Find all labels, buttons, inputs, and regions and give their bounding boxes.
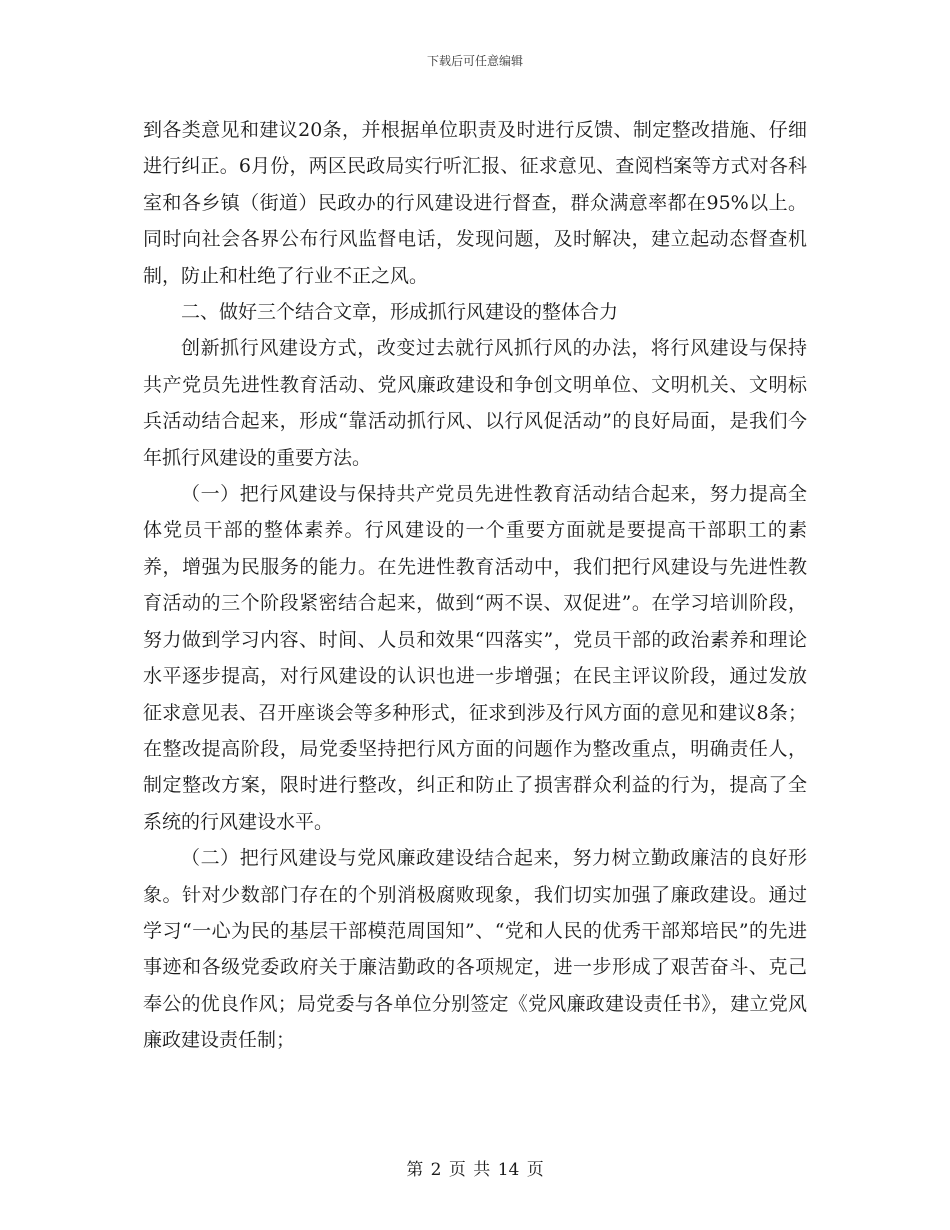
- paragraph-4: （一）把行风建设与保持共产党员先进性教育活动结合起来，努力提高全体党员干部的整体素养。行风建设的一个重要方面就是要提高干部职工的素养，增强为民服务的能力。在先进性教育活动中，我们把行风建设与先进性教育活动的三个阶段紧密结合起来，做到“两不误、双促进”。在学习培训阶段，努力做到学习内容、时间、人员和效果“四落实”，党员干部的政治素养和理论水平逐步提高，对行风建设的认识也进一步增强；在民主评议阶段，通过发放征求意见表、召开座谈会等多种形式，征求到涉及行风方面的意见和建议8条；在整改提高阶段，局党委坚持把行风方面的问题作为整改重点，明确责任人，制定整改方案，限时进行整改，纠正和防止了损害群众利益的行为，提高了全系统的行风建设水平。: [143, 483, 807, 833]
- paragraph-5: （二）把行风建设与党风廉政建设结合起来，努力树立勤政廉洁的良好形象。针对少数部门存在的个别消极腐败现象，我们切实加强了廉政建设。通过学习“一心为民的基层干部模范周国知”、“党和人民的优秀干部郑培民”的先进事迹和各级党委政府关于廉洁勤政的各项规定，进一步形成了艰苦奋斗、克己奉公的优良作风；局党委与各单位分别签定《党风廉政建设责任书》，建立党风廉政建设责任制；: [143, 847, 807, 1052]
- paragraph-1: 到各类意见和建议20条，并根据单位职责及时进行反馈、制定整改措施、仔细进行纠正。6月份，两区民政局实行听汇报、征求意见、查阅档案等方式对各科室和各乡镇（街道）民政办的行风建设进行督查，群众满意率都在95%以上。同时向社会各界公布行风监督电话，发现问题，及时解决，建立起动态督查机制，防止和杜绝了行业不正之风。: [143, 119, 807, 287]
- page-header-note: 下载后可任意编辑: [426, 54, 523, 68]
- document-body: [143, 112, 807, 1059]
- page-number-footer: 第 2 页 共 14 页: [406, 1160, 544, 1180]
- section-heading-2: 二、做好三个结合文章，形成抓行风建设的整体合力: [181, 301, 619, 324]
- paragraph-3: 创新抓行风建设方式，改变过去就行风抓行风的办法，将行风建设与保持共产党员先进性教育活动、党风廉政建设和争创文明单位、文明机关、文明标兵活动结合起来，形成“靠活动抓行风、以行风促活动”的良好局面，是我们今年抓行风建设的重要方法。: [143, 337, 807, 469]
